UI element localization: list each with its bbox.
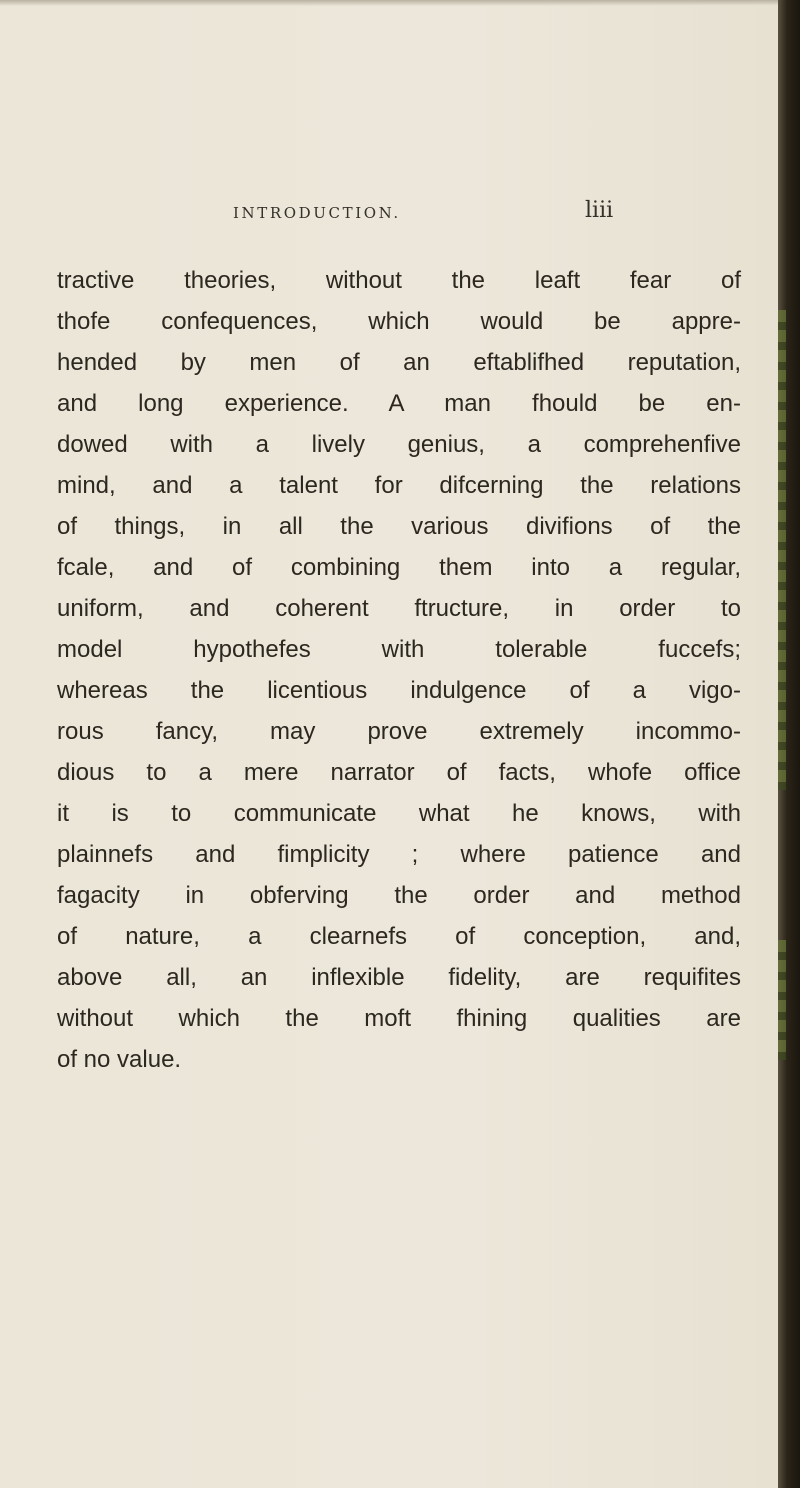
text-line: uniform, and coherent ftructure, in order to — [57, 595, 741, 622]
text-line: dowed with a lively genius, a comprehenfive — [57, 431, 741, 458]
text-line: whereas the licentious indulgence of a vigo- — [57, 677, 741, 704]
body-text — [57, 260, 741, 1080]
text-line: dious to a mere narrator of facts, whofe office — [57, 759, 741, 786]
text-line: plainnefs and fimplicity ; where patience and — [57, 841, 741, 868]
text-line: fagacity in obferving the order and method — [57, 882, 741, 909]
text-line: it is to communicate what he knows, with — [57, 800, 741, 827]
text-line: rous fancy, may prove extremely incommo- — [57, 718, 741, 745]
binding-stripe — [778, 940, 786, 1060]
text-line: and long experience. A man fhould be en- — [57, 390, 741, 417]
running-head — [233, 198, 673, 232]
text-line: tractive theories, without the leaft fear of — [57, 267, 741, 294]
text-line: without which the moft fhining qualities are — [57, 1005, 741, 1032]
text-line: model hypothefes with tolerable fuccefs; — [57, 636, 741, 663]
binding-stripe — [778, 310, 786, 790]
text-line: mind, and a talent for difcerning the relations — [57, 472, 741, 499]
text-line: of no value. — [57, 1046, 182, 1073]
text-line: of nature, a clearnefs of conception, and, — [57, 923, 741, 950]
text-line: thofe confequences, which would be appre- — [57, 308, 741, 335]
text-line: of things, in all the various divifions of the — [57, 513, 741, 540]
page-number: liii — [585, 198, 614, 223]
book-spine-edge — [778, 0, 800, 1488]
text-line: fcale, and of combining them into a regular, — [57, 554, 741, 581]
page-top-edge — [0, 0, 800, 6]
text-line: hended by men of an eftablifhed reputation, — [57, 349, 741, 376]
running-head-title: INTRODUCTION. — [233, 204, 401, 222]
text-line: above all, an inflexible fidelity, are requifites — [57, 964, 741, 991]
